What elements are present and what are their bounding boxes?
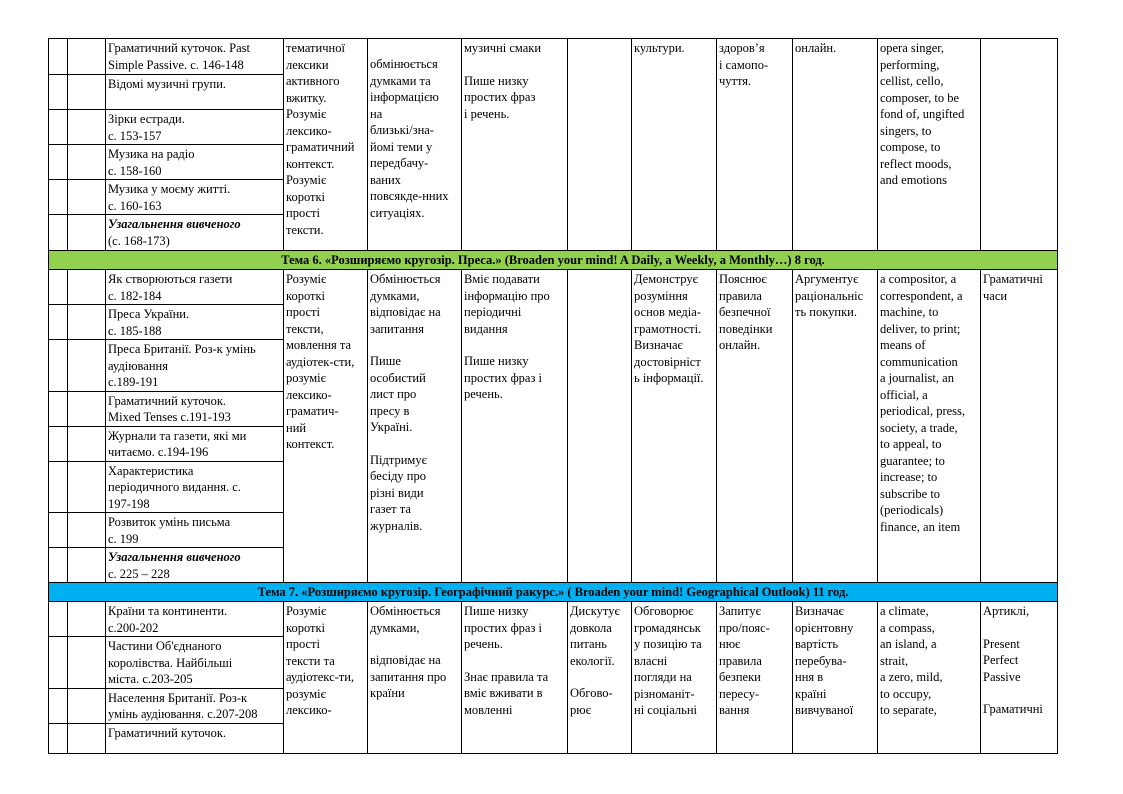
cell-line: активного [286, 74, 340, 88]
cell-line: correspondent, a [880, 288, 963, 303]
cell-line: довкола [570, 620, 612, 635]
lesson-topic-cell [106, 305, 284, 340]
cell-line: вання [719, 703, 750, 717]
lesson-topic-cell [106, 145, 284, 180]
lesson-row [49, 39, 1058, 75]
date-cell [68, 723, 106, 753]
cell-line: Граматичні [983, 702, 1043, 716]
lesson-topic-line: с. 153-157 [108, 128, 162, 143]
cell-line: країни [370, 686, 405, 700]
cell-line: поведінки [719, 321, 773, 336]
cell-line: рює [570, 702, 591, 717]
cell-line: тексти та [286, 653, 335, 668]
lesson-topic-line: с. 160-163 [108, 198, 162, 213]
cell-line: Розуміє [286, 272, 327, 286]
cell-line: речень. [464, 637, 503, 651]
cell-line: видання [464, 321, 508, 336]
lesson-topic-cell [106, 110, 284, 145]
topic-header-row [49, 251, 1058, 270]
vocabulary-cell [878, 602, 981, 754]
civic-competence-cell [632, 270, 717, 583]
cell-line: a zero, mild, [880, 670, 943, 684]
cell-line: to occupy, [880, 686, 932, 701]
cell-line: вміє вживати в [464, 686, 543, 700]
lesson-topic-line: с.200-202 [108, 620, 159, 635]
health-competence-cell [717, 602, 793, 754]
cell-line [983, 620, 1055, 636]
cell-line: відповідає на [370, 653, 441, 667]
cell-line: Демонструє [634, 272, 698, 286]
lesson-topic-cell [106, 39, 284, 75]
cell-line: Пише низку [464, 354, 529, 368]
cell-line: лексико- [286, 703, 332, 717]
lesson-topic-cell [106, 461, 284, 513]
interaction-competence-cell [368, 602, 462, 754]
cell-line: Обмінюється [370, 272, 441, 286]
ecology-competence-cell [568, 270, 632, 583]
cell-line: повсякде-нних [370, 189, 449, 203]
lesson-topic-line: Музика на радіо [108, 147, 195, 161]
health-competence-cell [717, 39, 793, 251]
date-cell [68, 340, 106, 392]
cell-line: онлайн. [795, 41, 837, 55]
cell-line: періодичні [464, 305, 522, 319]
cell-line: граматич- [286, 404, 339, 418]
cell-line: periodical, press, [880, 404, 966, 418]
row-number-cell [49, 426, 68, 461]
cell-line: Аргументує [795, 272, 859, 286]
lesson-topic-line: Зірки естради. [108, 112, 185, 126]
date-cell [68, 39, 106, 75]
cell-line: Україні. [370, 420, 413, 434]
date-cell [68, 548, 106, 583]
lesson-topic-line: аудіювання [108, 358, 168, 373]
grammar-cell [981, 39, 1058, 251]
lesson-topic-line: Узагальнення вивченого [108, 217, 241, 231]
cell-line: communication [880, 354, 958, 369]
date-cell [68, 426, 106, 461]
lesson-topic-line: королівства. Найбільші [108, 655, 233, 670]
cell-line: Пояснює [719, 272, 767, 286]
lesson-topic-cell [106, 426, 284, 461]
cell-line: думками та [370, 73, 431, 88]
cell-line: лексико- [286, 123, 332, 138]
cell-line: граматичний [286, 140, 355, 154]
cell-line: Present [983, 636, 1020, 651]
lesson-topic-cell [106, 340, 284, 392]
date-cell [68, 110, 106, 145]
cell-line: про/пояс- [719, 620, 770, 635]
cell-line [983, 685, 1055, 701]
date-cell [68, 637, 106, 689]
cell-line: газет та [370, 502, 411, 516]
cell-line: тексти. [286, 222, 324, 237]
reception-competence-cell [284, 602, 368, 754]
date-cell [68, 180, 106, 215]
row-number-cell [49, 513, 68, 548]
lesson-topic-line: Частини Об'єднаного [108, 639, 222, 653]
cell-line: a compass, [880, 620, 935, 635]
cell-line: тексти, [286, 321, 324, 336]
lesson-topic-line: Як створюються газети [108, 272, 233, 286]
cell-line: розуміє [286, 371, 327, 385]
row-number-cell [49, 461, 68, 513]
cell-line: раціональніс [795, 288, 864, 303]
row-number-cell [49, 39, 68, 75]
lesson-topic-line: періодичного видання. с. [108, 480, 241, 494]
lesson-topic-cell [106, 215, 284, 251]
date-cell [68, 688, 106, 723]
cell-line: guarantee; to [880, 453, 945, 468]
cell-line: cellist, cello, [880, 74, 944, 88]
lesson-topic-cell [106, 637, 284, 689]
cell-line: (periodicals) [880, 503, 944, 517]
lesson-row [49, 602, 1058, 637]
cell-line: Розуміє [286, 604, 327, 618]
row-number-cell [49, 602, 68, 637]
lesson-topic-cell [106, 548, 284, 583]
cell-line: інформацією [370, 90, 439, 104]
cell-line: лексики [286, 57, 329, 72]
cell-line: особистий [370, 370, 426, 385]
lesson-topic-cell [106, 75, 284, 110]
cell-line: singers, to [880, 123, 932, 138]
cell-line: official, a [880, 387, 928, 402]
ecology-competence-cell [568, 602, 632, 754]
cell-line: ні соціальні [634, 703, 698, 717]
cell-line: пресу в [370, 403, 410, 418]
cell-line: a climate, [880, 604, 929, 618]
cell-line: ваних [370, 172, 401, 187]
lesson-topic-line: с. 185-188 [108, 323, 162, 338]
cell-line: і речень. [464, 106, 510, 121]
date-cell [68, 75, 106, 110]
cell-line: прості [286, 637, 320, 651]
cell-line [464, 57, 565, 73]
lesson-topic-line: Характеристика [108, 463, 194, 478]
lesson-topic-line: Журнали та газети, які ми [108, 428, 247, 443]
cell-line [370, 436, 459, 452]
cell-line: finance, an item [880, 519, 961, 534]
cell-line: простих фраз і [464, 620, 543, 635]
lesson-topic-line: Країни та континенти. [108, 604, 228, 618]
cell-line: Визначає [634, 338, 683, 352]
cell-line [464, 653, 565, 669]
lesson-topic-line: Граматичний куточок. [108, 725, 227, 740]
cell-line: Визначає [795, 604, 844, 618]
cell-line: у позицію та [634, 637, 702, 651]
cell-line: орієнтовну [795, 620, 854, 635]
cell-line [370, 40, 459, 56]
cell-line: strait, [880, 653, 909, 668]
cell-line: культури. [634, 41, 685, 55]
row-number-cell [49, 305, 68, 340]
financial-competence-cell [793, 602, 878, 754]
cell-line: нює [719, 637, 741, 651]
cell-line: performing, [880, 57, 940, 72]
lesson-topic-line: с. 158-160 [108, 163, 162, 178]
lesson-topic-line: Преса Британії. Роз-к умінь [108, 342, 256, 356]
cell-line: власні [634, 653, 668, 668]
cell-line: Знає правила та [464, 669, 549, 684]
lesson-topic-line: Преса України. [108, 307, 190, 321]
cell-line: грамотності. [634, 321, 702, 336]
cell-line: Обгово- [570, 686, 613, 700]
row-number-cell [49, 270, 68, 305]
lesson-topic-line: Населення Британії. Роз-к [108, 690, 248, 705]
cell-line: прості [286, 206, 320, 220]
cell-line: обмінюється [370, 57, 438, 71]
cell-line: простих фраз і [464, 370, 543, 385]
row-number-cell [49, 145, 68, 180]
cell-line: музичні смаки [464, 41, 542, 55]
vocabulary-cell [878, 270, 981, 583]
cell-line: контекст. [286, 156, 335, 171]
cell-line: Розуміє [286, 107, 327, 121]
lesson-topic-line: Музика у моєму житті. [108, 182, 231, 196]
topic-header: Тема 7. «Розширяємо кругозір. Географічний ракурс.» ( Broaden your mind! Geographical Outlook) 11 год. [49, 583, 1058, 602]
cell-line: increase; to [880, 470, 938, 484]
row-number-cell [49, 75, 68, 110]
lesson-topic-line: Розвиток умінь письма [108, 515, 231, 529]
cell-line: a journalist, an [880, 371, 954, 385]
cell-line: ситуаціях. [370, 205, 425, 220]
cell-line: to separate, [880, 703, 937, 717]
cell-line: країні [795, 686, 827, 701]
cell-line: вжитку. [286, 90, 327, 105]
row-number-cell [49, 723, 68, 753]
cell-line: Perfect [983, 653, 1019, 667]
date-cell [68, 270, 106, 305]
date-cell [68, 461, 106, 513]
cell-line: йомі теми у [370, 139, 433, 154]
cell-line: безпечної [719, 305, 771, 319]
cell-line: Запитує [719, 604, 761, 618]
curriculum-table [48, 38, 1058, 754]
lesson-topic-line: Simple Passive. с. 146-148 [108, 57, 244, 72]
cell-line: простих фраз [464, 90, 536, 104]
cell-line: compose, to [880, 140, 941, 154]
lesson-topic-cell [106, 602, 284, 637]
row-number-cell [49, 548, 68, 583]
lesson-topic-cell [106, 723, 284, 753]
cell-line: погляди на [634, 670, 692, 684]
cell-line [370, 636, 459, 652]
topic-header-row [49, 583, 1058, 602]
cell-line: передбачу- [370, 156, 429, 170]
cell-line: means of [880, 338, 926, 352]
production-competence-cell [462, 270, 568, 583]
cell-line: безпеки [719, 670, 761, 684]
lesson-topic-line: Відомі музичні групи. [108, 77, 227, 91]
lesson-topic-line: Граматичний куточок. [108, 393, 227, 408]
row-number-cell [49, 637, 68, 689]
date-cell [68, 513, 106, 548]
cell-line: вартість [795, 637, 839, 651]
cell-line: Обговорює [634, 604, 694, 618]
cell-line: розуміння [634, 288, 688, 303]
lesson-topic-line: с.189-191 [108, 375, 159, 389]
cell-line: лексико- [286, 387, 332, 402]
cell-line: ь інформації. [634, 371, 704, 385]
ecology-competence-cell [568, 39, 632, 251]
lesson-topic-line: с. 182-184 [108, 288, 162, 303]
cell-line: короткі [286, 189, 326, 204]
cell-line: a compositor, a [880, 272, 957, 286]
financial-competence-cell [793, 270, 878, 583]
grammar-cell [981, 602, 1058, 754]
cell-line: різноманіт- [634, 686, 695, 701]
date-cell [68, 145, 106, 180]
cell-line: Обмінюється [370, 604, 441, 618]
interaction-competence-cell [368, 39, 462, 251]
cell-line: тематичної [286, 41, 345, 55]
cell-line: and emotions [880, 173, 948, 187]
reception-competence-cell [284, 270, 368, 583]
grammar-cell [981, 270, 1058, 583]
lesson-topic-cell [106, 688, 284, 723]
cell-line [570, 669, 629, 685]
cell-line: екології. [570, 653, 615, 668]
cell-line: журналів. [370, 518, 423, 533]
health-competence-cell [717, 270, 793, 583]
lesson-topic-line: с. 225 – 228 [108, 566, 170, 581]
cell-line: пересу- [719, 686, 760, 701]
cell-line: громадянськ [634, 620, 701, 635]
lesson-topic-line: (с. 168-173) [108, 233, 170, 248]
cell-line: аудіотек-сти, [286, 354, 355, 369]
cell-line: різні види [370, 485, 424, 500]
lesson-topic-line: Mixed Tenses с.191-193 [108, 410, 231, 424]
cell-line: machine, to [880, 305, 939, 319]
cell-line: Пише низку [464, 73, 529, 88]
lesson-topic-cell [106, 270, 284, 305]
cell-line: і самопо- [719, 57, 769, 72]
lesson-topic-cell [106, 391, 284, 426]
cell-line: онлайн. [719, 338, 761, 352]
cell-line: правила [719, 653, 762, 668]
cell-line: мовлення та [286, 338, 352, 352]
cell-line: subscribe to [880, 486, 941, 501]
cell-line: Розуміє [286, 173, 327, 187]
cell-line: Підтримує [370, 452, 427, 467]
cell-line: розуміє [286, 686, 327, 701]
cell-line: fond of, ungifted [880, 107, 965, 121]
cell-line: близькі/зна- [370, 123, 434, 137]
cell-line: прості [286, 305, 320, 319]
cell-line: an island, a [880, 637, 937, 651]
cell-line: на [370, 106, 383, 121]
cell-line: ть покупки. [795, 305, 857, 319]
cell-line: правила [719, 288, 762, 303]
lesson-topic-line: міста. с.203-205 [108, 672, 193, 686]
row-number-cell [49, 110, 68, 145]
cell-line: бесіду про [370, 469, 426, 483]
cell-line: ний [286, 420, 307, 435]
production-competence-cell [462, 602, 568, 754]
row-number-cell [49, 688, 68, 723]
cell-line [464, 337, 565, 353]
reception-competence-cell [284, 39, 368, 251]
cell-line: society, a trade, [880, 420, 958, 435]
civic-competence-cell [632, 602, 717, 754]
cell-line: Пише [370, 354, 401, 368]
cell-line: Граматичні [983, 272, 1043, 286]
lesson-topic-line: с. 199 [108, 531, 139, 546]
cell-line: reflect moods, [880, 156, 952, 171]
cell-line: основ медіа- [634, 305, 701, 319]
cell-line: чуття. [719, 74, 752, 88]
cell-line: думками, [370, 288, 420, 303]
cell-line: питань [570, 637, 607, 651]
lesson-topic-line: Узагальнення вивченого [108, 550, 241, 564]
lesson-topic-line: умінь аудіювання. с.207-208 [108, 707, 258, 721]
cell-line: Дискутує [570, 604, 620, 618]
production-competence-cell [462, 39, 568, 251]
cell-line: Артиклі, [983, 604, 1030, 618]
financial-competence-cell [793, 39, 878, 251]
cell-line: ння в [795, 670, 824, 684]
date-cell [68, 391, 106, 426]
lesson-topic-line: 197-198 [108, 496, 150, 511]
cell-line: to appeal, to [880, 437, 942, 451]
vocabulary-cell [878, 39, 981, 251]
date-cell [68, 305, 106, 340]
row-number-cell [49, 215, 68, 251]
cell-line: часи [983, 288, 1008, 303]
cell-line [370, 337, 459, 353]
cell-line: відповідає на [370, 305, 441, 319]
cell-line: deliver, to print; [880, 321, 961, 336]
cell-line: лист про [370, 387, 417, 401]
cell-line: opera singer, [880, 41, 945, 55]
cell-line: composer, to be [880, 90, 959, 105]
cell-line: вивчуваної [795, 703, 854, 717]
cell-line: Passive [983, 669, 1021, 684]
cell-line: аудіотекс-ти, [286, 670, 355, 684]
row-number-cell [49, 340, 68, 392]
cell-line: речень. [464, 387, 503, 401]
cell-line: інформацію про [464, 288, 550, 303]
cell-line: думками, [370, 620, 420, 635]
cell-line: Пише низку [464, 604, 529, 618]
cell-line: перебува- [795, 653, 847, 668]
cell-line: запитання [370, 321, 424, 336]
cell-line: короткі [286, 288, 326, 303]
lesson-topic-cell [106, 180, 284, 215]
cell-line: контекст. [286, 437, 335, 451]
lesson-topic-line: читаємо. с.194-196 [108, 445, 209, 459]
lesson-topic-cell [106, 513, 284, 548]
cell-line: короткі [286, 620, 326, 635]
topic-header: Тема 6. «Розширяємо кругозір. Преса.» (Broaden your mind! A Daily, a Weekly, a Monthly…) 8 год. [49, 251, 1058, 270]
cell-line: Вміє подавати [464, 272, 540, 286]
lesson-topic-line: Граматичний куточок. Past [108, 41, 250, 55]
cell-line: здоров’я [719, 41, 765, 55]
row-number-cell [49, 391, 68, 426]
cell-line: мовленні [464, 702, 513, 717]
row-number-cell [49, 180, 68, 215]
cell-line: запитання про [370, 669, 447, 684]
civic-competence-cell [632, 39, 717, 251]
date-cell [68, 602, 106, 637]
cell-line: достовірніст [634, 354, 701, 369]
date-cell [68, 215, 106, 251]
interaction-competence-cell [368, 270, 462, 583]
table-body [49, 39, 1058, 754]
lesson-row [49, 270, 1058, 305]
